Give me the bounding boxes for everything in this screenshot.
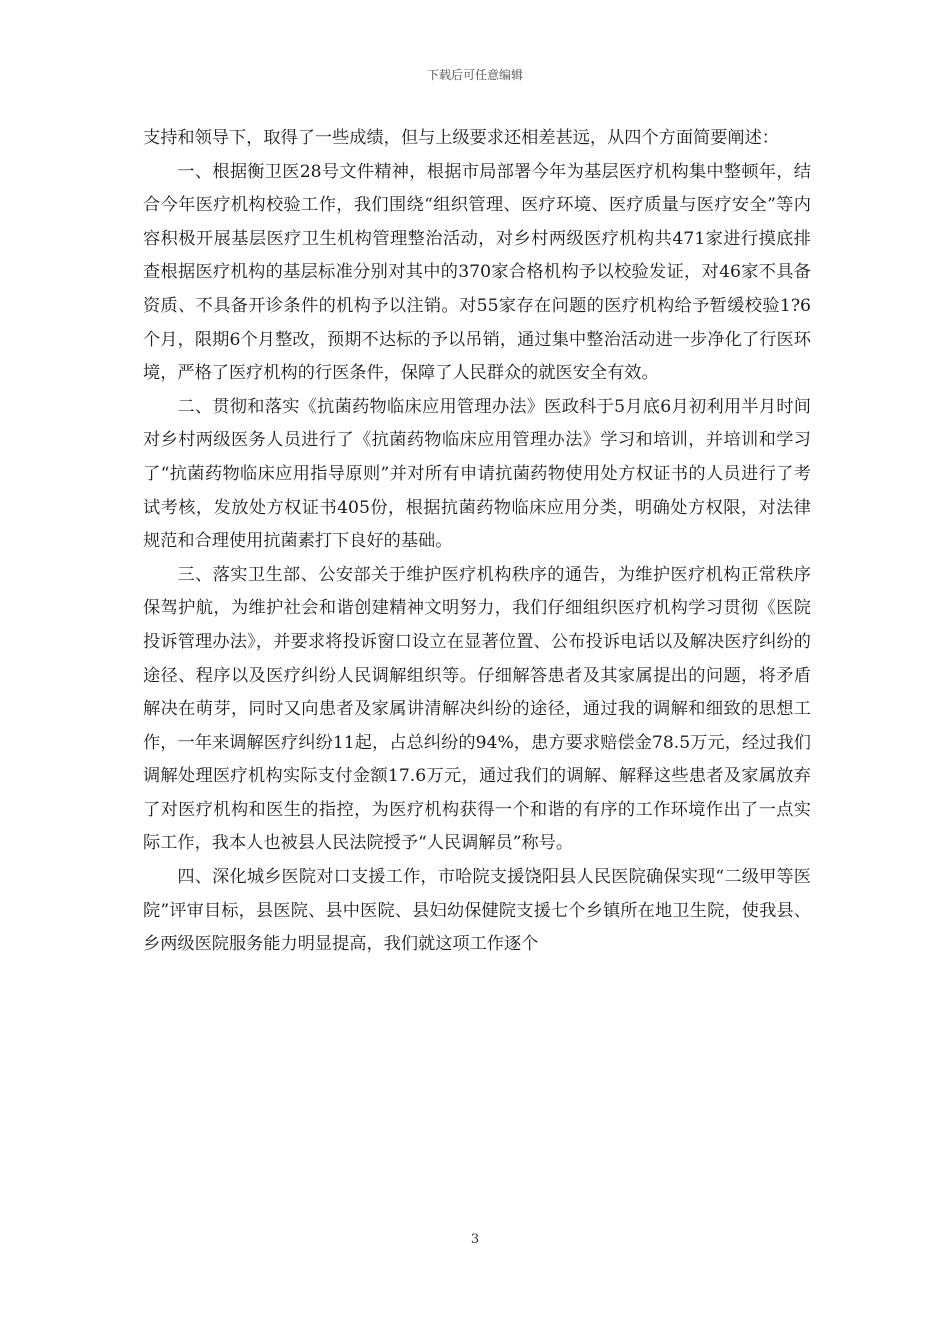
paragraph-continuation: 支持和领导下，取得了一些成绩，但与上级要求还相差甚远，从四个方面简要阐述： (143, 128, 779, 148)
page-header: 下载后可任意编辑 (426, 68, 523, 82)
paragraph-section-3: 三、落实卫生部、公安部关于维护医疗机构秩序的通告，为维护医疗机构正常秩序保驾护航，为维护社会和谐创建精神文明努力，我们仔细组织医疗机构学习贯彻《医院投诉管理办法》，并要求将投诉窗口设立在显著位置、公布投诉电话以及解决医疗纠纷的途径、程序以及医疗纠纷人民调解组织等。仔细解答患者及其家属提出的问题，将矛盾解决在萌芽，同时又向患者及家属讲清解决纠纷的途径，通过我的调解和细致的思想工作，一年来调解医疗纠纷11起，占总纠纷的94%，患方要求赔偿金78.5万元，经过我们调解处理医疗机构实际支付金额17.6万元，通过我们的调解、解释这些患者及家属放弃了对医疗机构和医生的指控，为医疗机构获得一个和谐的有序的工作环境作出了一点实际工作，我本人也被县人民法院授予“人民调解员”称号。 (143, 564, 811, 854)
paragraph-section-1: 一、根据衡卫医28号文件精神，根据市局部署今年为基层医疗机构集中整顿年，结合今年医疗机构校验工作，我们围绕“组织管理、医疗环境、医疗质量与医疗安全”等内容积极开展基层医疗卫生机构管理整治活动，对乡村两级医疗机构共471家进行摸底排查根据医疗机构的基层标准分别对其中的370家合格机构予以校验发证，对46家不具备资质、不具备开诊条件的机构予以注销。对55家存在问题的医疗机构给予暂缓校验1?6个月，限期6个月整改，预期不达标的予以吊销，通过集中整治活动进一步净化了行医环境，严格了医疗机构的行医条件，保障了人民群众的就医安全有效。 (143, 161, 811, 384)
page-number: 3 (470, 1232, 480, 1247)
paragraph-section-2: 二、贯彻和落实《抗菌药物临床应用管理办法》医政科于5月底6月初利用半月时间对乡村两级医务人员进行了《抗菌药物临床应用管理办法》学习和培训，并培训和学习了“抗菌药物临床应用指导原则”并对所有申请抗菌药物使用处方权证书的人员进行了考试考核，发放处方权证书405份，根据抗菌药物临床应用分类，明确处方权限，对法律规范和合理使用抗菌素打下良好的基础。 (143, 396, 811, 552)
paragraph-section-4: 四、深化城乡医院对口支援工作，市哈院支援饶阳县人民医院确保实现“二级甲等医院”评审目标，县医院、县中医院、县妇幼保健院支援七个乡镇所在地卫生院，使我县、乡两级医院服务能力明显提高，我们就这项工作逐个 (143, 867, 811, 955)
document-body (143, 122, 811, 962)
